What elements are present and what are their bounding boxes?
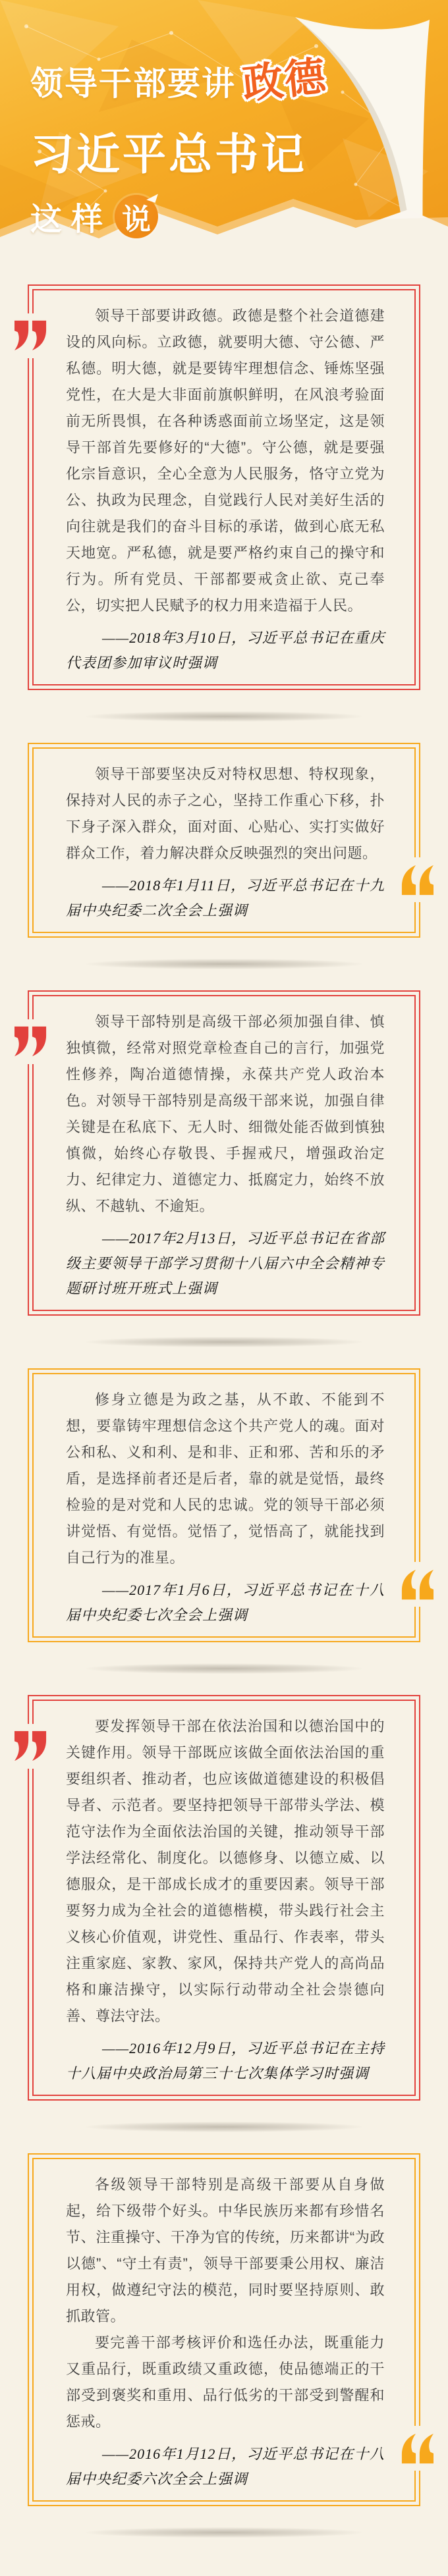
citation-source: ——2016年12月9日，习近平总书记在主持十八届中央政治局第三十七次集体学习时强调	[66, 2040, 385, 2081]
quote-paragraph: 领导干部要讲政德。政德是整个社会道德建设的风向标。立政德，就要明大德、守公德、严私德。明大德，就是要铸牢理想信念、锤炼坚强党性，在大是大非面前旗帜鲜明，在风浪考验面前无所畏惧，在各种诱惑面前立场坚定，这是领导干部首先要修好的“大德”。守公德，就是要强化宗旨意识，全心全意为人民服务，恪守立党为公、执政为民理念，自觉践行人民对美好生活的向往就是我们的奋斗目标的承诺，做到心底无私天地宽。严私德，就是要严格约束自己的操守和行为。所有党员、干部都要戒贪止欲、克己奉公，切实把人民赋予的权力用来造福于人民。	[66, 308, 385, 614]
title-highlight-zhengde: 政德	[240, 53, 329, 108]
quote-paragraph: 领导干部要坚决反对特权思想、特权现象，保持对人民的赤子之心，坚持工作重心下移，扑下身子深入群众，面对面、心贴心、实打实做好群众工作，着力解决群众反映强烈的突出问题。	[66, 766, 385, 861]
say-speech-bubble-badge: 说	[115, 195, 158, 238]
open-quote-icon	[13, 1724, 49, 1769]
citation-source: ——2016年1月12日，习近平总书记在十八届中央纪委六次全会上强调	[66, 2446, 385, 2487]
header-title-block	[30, 51, 327, 239]
quote-card	[28, 1368, 420, 1642]
open-quote-icon	[13, 313, 49, 358]
quote-paragraph: 各级领导干部特别是高级干部要从自身做起，给下级带个好头。中华民族历来都有珍惜名节、注重操守、干净为官的传统，历来都讲“为政以德”、“守土有责”，领导干部要秉公用权、廉洁用权，做遵纪守法的模范，同时要坚持原则、敢抓敢管。	[66, 2176, 385, 2324]
citation-source: ——2018年3月10日，习近平总书记在重庆代表团参加审议时强调	[66, 630, 385, 671]
open-quote-icon	[13, 1019, 49, 1064]
citation-source: ——2017年2月13日，习近平总书记在省部级主要领导干部学习贯彻十八届六中全会精神专题研讨班开班式上强调	[66, 1230, 385, 1297]
citation-source: ——2018年1月11日，习近平总书记在十九届中央纪委二次全会上强调	[66, 877, 385, 919]
header-banner	[0, 0, 448, 262]
title-line1	[30, 51, 327, 110]
quote-paragraph: 要完善干部考核评价和选任办法，既重能力又重品行，既重政绩又重政德，使品德端正的干部受到褒奖和重用、品行低劣的干部受到警醒和惩戒。	[66, 2334, 385, 2430]
quote-card-list	[0, 262, 448, 2576]
quote-card	[28, 990, 420, 1316]
title-line3	[30, 194, 327, 239]
close-quote-icon	[399, 1562, 435, 1607]
shadow-divider	[86, 1663, 362, 1674]
quote-paragraph: 修身立德是为政之基，从不敢、不能到不想，要靠铸牢理想信念这个共产党人的魂。面对公和私、义和利、是和非、正和邪、苦和乐的矛盾，是选择前者还是后者，靠的就是觉悟，最终检验的是对党和人民的忠诚。党的领导干部必须讲觉悟、有觉悟。觉悟了，觉悟高了，就能找到自己行为的准星。	[66, 1391, 385, 1566]
quote-paragraph: 要发挥领导干部在依法治国和以德治国中的关键作用。领导干部既应该做全面依法治国的重要组织者、推动者，也应该做道德建设的积极倡导者、示范者。要坚持把领导干部带头学法、模范守法作为全面依法治国的关键，推动领导干部学法经常化、制度化。以德修身、以德立威、以德服众，是干部成长成才的重要因素。领导干部要努力成为全社会的道德楷模，带头践行社会主义核心价值观，讲党性、重品行、作表率，带头注重家庭、家教、家风，保持共产党人的高尚品格和廉洁操守，以实际行动带动全社会崇德向善、尊法守法。	[66, 1718, 385, 2024]
title-line1-text: 领导干部要讲	[30, 65, 236, 102]
shadow-divider	[86, 2527, 362, 2538]
shadow-divider	[86, 711, 362, 722]
quote-card	[28, 284, 420, 690]
quote-card	[28, 2153, 420, 2506]
quote-paragraph: 领导干部特别是高级干部必须加强自律、慎独慎微，经常对照党章检查自己的言行，加强党性修养，陶冶道德情操，永葆共产党人政治本色。对领导干部特别是高级干部来说，加强自律关键是在私底下、无人时、细微处能否做到慎独慎微，始终心存敬畏、手握戒尺，增强政治定力、纪律定力、道德定力、抵腐定力，始终不放纵、不越轨、不逾矩。	[66, 1013, 385, 1214]
title-line3-text: 这样	[30, 202, 113, 237]
shadow-divider	[86, 959, 362, 969]
close-quote-icon	[399, 857, 435, 902]
shadow-divider	[86, 1337, 362, 1347]
quote-card	[28, 743, 420, 938]
title-line2: 习近平总书记	[30, 130, 307, 178]
citation-source: ——2017年1月6日，习近平总书记在十八届中央纪委七次全会上强调	[66, 1582, 385, 1623]
close-quote-icon	[399, 2426, 435, 2471]
quote-card	[28, 1695, 420, 2101]
shadow-divider	[86, 2122, 362, 2132]
